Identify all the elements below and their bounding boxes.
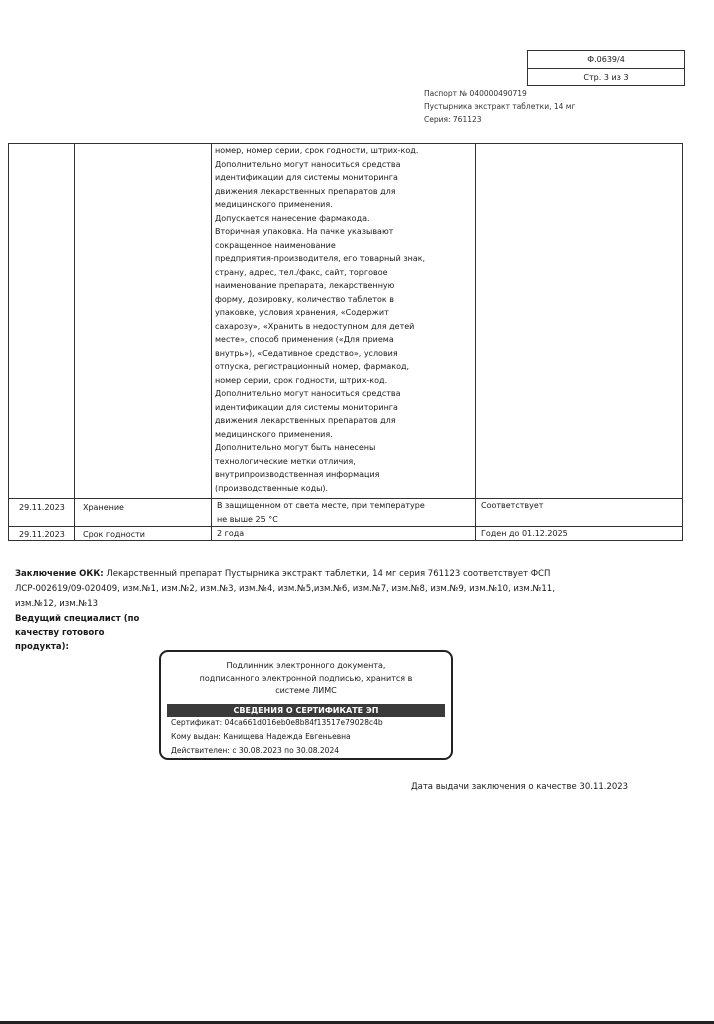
conclusion-text: Лекарственный препарат Пустырника экстракт таблетки, 14 мг серия 761123 соответствует ФСП: [103, 569, 551, 579]
description-line: отпуска, регистрационный номер, фармакод,: [215, 362, 410, 371]
description-line: внутрипроизводственная информация: [215, 470, 380, 479]
conclusion: [15, 567, 680, 612]
stamp-notice-line: системе ЛИМС: [275, 686, 337, 695]
description-line: медицинского применения.: [215, 429, 333, 439]
specialist-line: продукта):: [15, 642, 69, 652]
storage-result: Соответствует: [481, 501, 544, 510]
stamp-notice-line: Подлинник электронного документа,: [226, 661, 386, 670]
header-info: [424, 87, 575, 126]
description-line: страну, адрес, тел./факс, сайт, торговое: [215, 267, 388, 277]
description-line: идентификации для системы мониторинга: [215, 402, 398, 412]
series-number: Серия: 761123: [424, 115, 482, 124]
shelf-life-result: Годен до 01.12.2025: [481, 529, 568, 538]
packaging-description: [215, 144, 473, 495]
column-divider: [211, 144, 212, 540]
description-line: сокращенное наименование: [215, 240, 336, 250]
description-line: наименование препарата, лекарственную: [215, 281, 395, 290]
certificate-validity: Действителен: с 30.08.2023 по 30.08.2024: [171, 746, 339, 755]
description-line: Вторичная упаковка. На пачке указывают: [215, 227, 394, 236]
storage-requirement-line: В защищенном от света месте, при температуре: [217, 501, 425, 510]
description-line: идентификации для системы мониторинга: [215, 173, 398, 182]
issue-date: Дата выдачи заключения о качестве 30.11.2023: [411, 782, 629, 792]
description-line: медицинского применения.: [215, 200, 333, 209]
passport-number: Паспорт № 040000490719: [424, 89, 527, 98]
description-line: сахарозу», «Хранить в недоступном для детей: [215, 321, 415, 331]
column-divider: [74, 144, 75, 540]
quality-table: [8, 143, 683, 541]
column-divider: [475, 144, 476, 540]
description-line: внутрь»), «Седативное средство», условия: [215, 348, 398, 358]
storage-requirement-line: не выше 25 °С: [217, 514, 278, 524]
page-number: Стр. 3 из 3: [583, 73, 629, 82]
shelf-life-label: Срок годности: [83, 530, 145, 539]
conclusion-text: ЛСР-002619/09-020409, изм.№1, изм.№2, изм.№3, изм.№4, изм.№5,изм.№6, изм.№7, изм.№8, изм.№9, изм.№10, изм.№11,: [15, 584, 555, 594]
description-line: Дополнительно могут наноситься средства: [215, 389, 401, 398]
description-line: номер серии, срок годности, штрих-код.: [215, 375, 388, 385]
conclusion-text: изм.№12, изм.№13: [15, 599, 99, 609]
description-line: номер, номер серии, срок годности, штрих-код.: [215, 146, 419, 155]
description-line: Дополнительно могут быть нанесены: [215, 443, 376, 452]
product-name: Пустырника экстракт таблетки, 14 мг: [424, 102, 576, 111]
specialist-line: Ведущий специалист (по: [15, 614, 140, 624]
description-line: технологические метки отличия,: [215, 456, 356, 466]
description-line: Допускается нанесение фармакода.: [215, 213, 370, 223]
certificate-number: Сертификат: 04ca661d016eb0e8b84f13517e79028c4b: [171, 718, 383, 727]
row-divider: [9, 526, 682, 527]
signature-stamp: [159, 650, 453, 760]
stamp-notice-line: подписанного электронной подписью, хранится в: [199, 673, 413, 683]
description-line: упаковке, условия хранения, «Содержит: [215, 308, 389, 317]
form-code: Ф.0639/4: [528, 51, 684, 69]
description-line: движения лекарственных препаратов для: [215, 416, 396, 425]
description-line: Дополнительно могут наноситься средства: [215, 159, 401, 169]
conclusion-label: Заключение ОКК:: [15, 569, 104, 579]
specialist-label: [15, 612, 139, 654]
description-line: движения лекарственных препаратов для: [215, 186, 396, 196]
stamp-notice: [161, 660, 451, 698]
certificate-holder: Кому выдан: Канищева Надежда Евгеньевна: [171, 732, 351, 741]
description-line: предприятия-производителя, его товарный знак,: [215, 254, 426, 263]
description-line: (производственные коды).: [215, 483, 329, 493]
storage-date: 29.11.2023: [19, 503, 65, 512]
description-line: месте», способ применения («Для приема: [215, 335, 394, 344]
storage-label: Хранение: [83, 503, 124, 512]
description-line: форму, дозировку, количество таблеток в: [215, 294, 394, 304]
shelf-life-requirement: 2 года: [217, 529, 245, 538]
shelf-life-date: 29.11.2023: [19, 530, 65, 539]
form-code-box: [527, 50, 685, 86]
specialist-line: качеству готового: [15, 628, 105, 638]
storage-requirement: [217, 499, 425, 526]
stamp-title: СВЕДЕНИЯ О СЕРТИФИКАТЕ ЭП: [167, 704, 445, 717]
